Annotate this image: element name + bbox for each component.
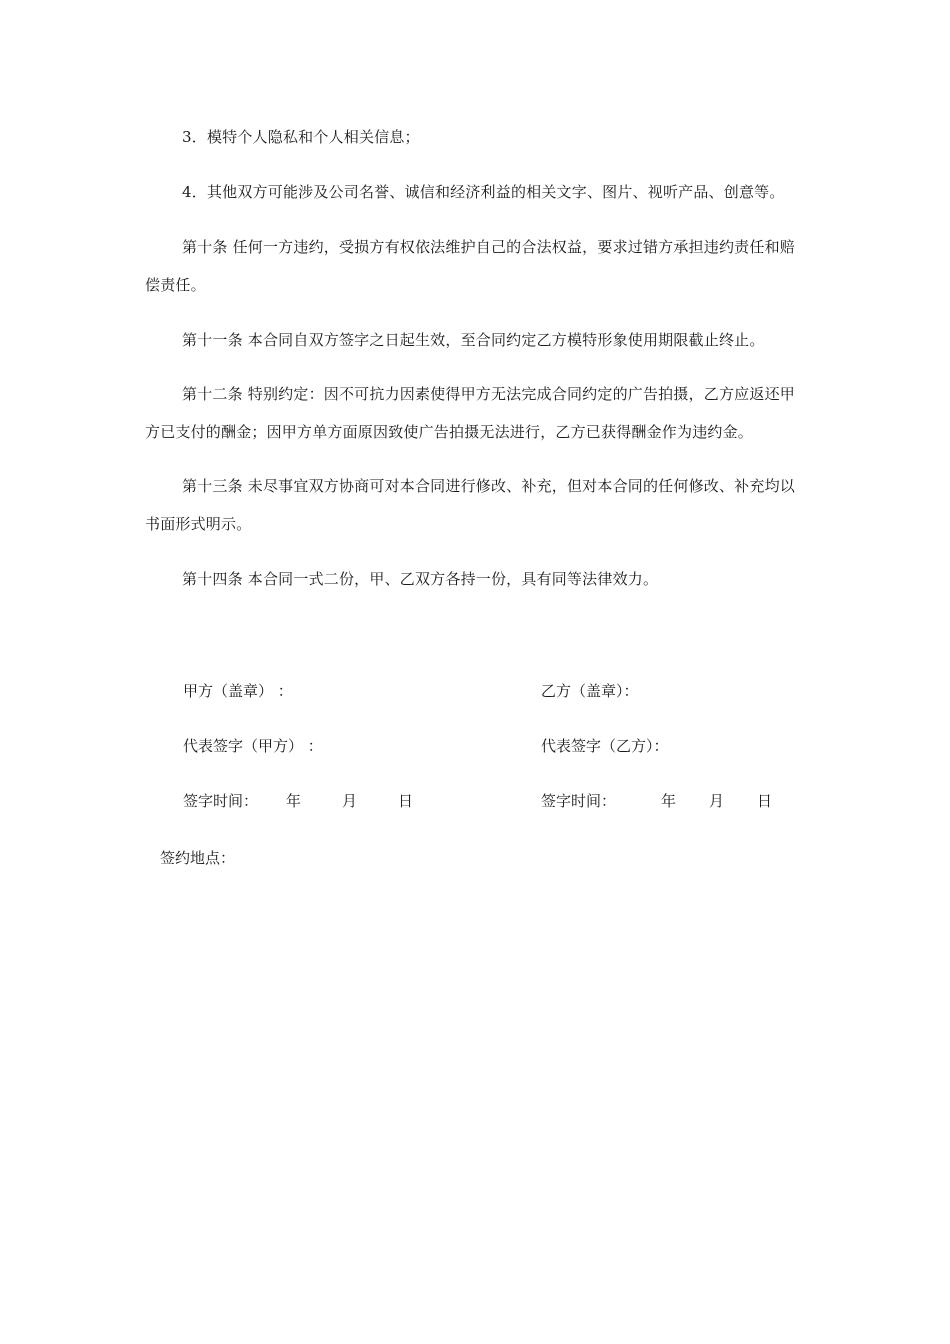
party-a-month-label: 月 [342,792,358,810]
party-b-month-label: 月 [709,792,725,810]
clause-item-4: 4．其他双方可能涉及公司名誉、诚信和经济利益的相关文字、图片、视听产品、创意等。 [182,183,785,201]
clause-article-10: 第十条 任何一方违约，受损方有权依法维护自己的合法权益，要求过错方承担违约责任和赔偿责任。 [145,238,795,294]
signing-place-label: 签约地点： [160,849,236,867]
clause-article-12: 第十二条 特别约定：因不可抗力因素使得甲方无法完成合同约定的广告拍摄，乙方应返还甲方已支付的酬金；因甲方单方面原因致使广告拍摄无法进行，乙方已获得酬金作为违约金。 [145,385,795,441]
party-a-sign-time-label: 签字时间： [183,792,259,810]
party-b-sign-time-label: 签字时间： [541,792,617,810]
clause-item-3: 3．模特个人隐私和个人相关信息； [182,128,420,146]
party-b-year-label: 年 [661,792,677,810]
party-a-year-label: 年 [286,792,302,810]
clause-article-11: 第十一条 本合同自双方签字之日起生效，至合同约定乙方模特形象使用期限截止终止。 [182,331,765,349]
party-b-seal-label: 乙方（盖章）： [541,682,639,700]
party-b-representative-label: 代表签字（乙方）： [541,737,669,755]
clause-article-14: 第十四条 本合同一式二份，甲、乙双方各持一份，具有同等法律效力。 [182,570,659,588]
party-a-seal-label: 甲方（盖章） ： [183,682,293,700]
party-a-day-label: 日 [398,792,414,810]
party-a-representative-label: 代表签字（甲方） ： [183,737,323,755]
clause-article-13: 第十三条 未尽事宜双方协商可对本合同进行修改、补充，但对本合同的任何修改、补充均以书面形式明示。 [145,477,795,533]
party-b-day-label: 日 [757,792,773,810]
